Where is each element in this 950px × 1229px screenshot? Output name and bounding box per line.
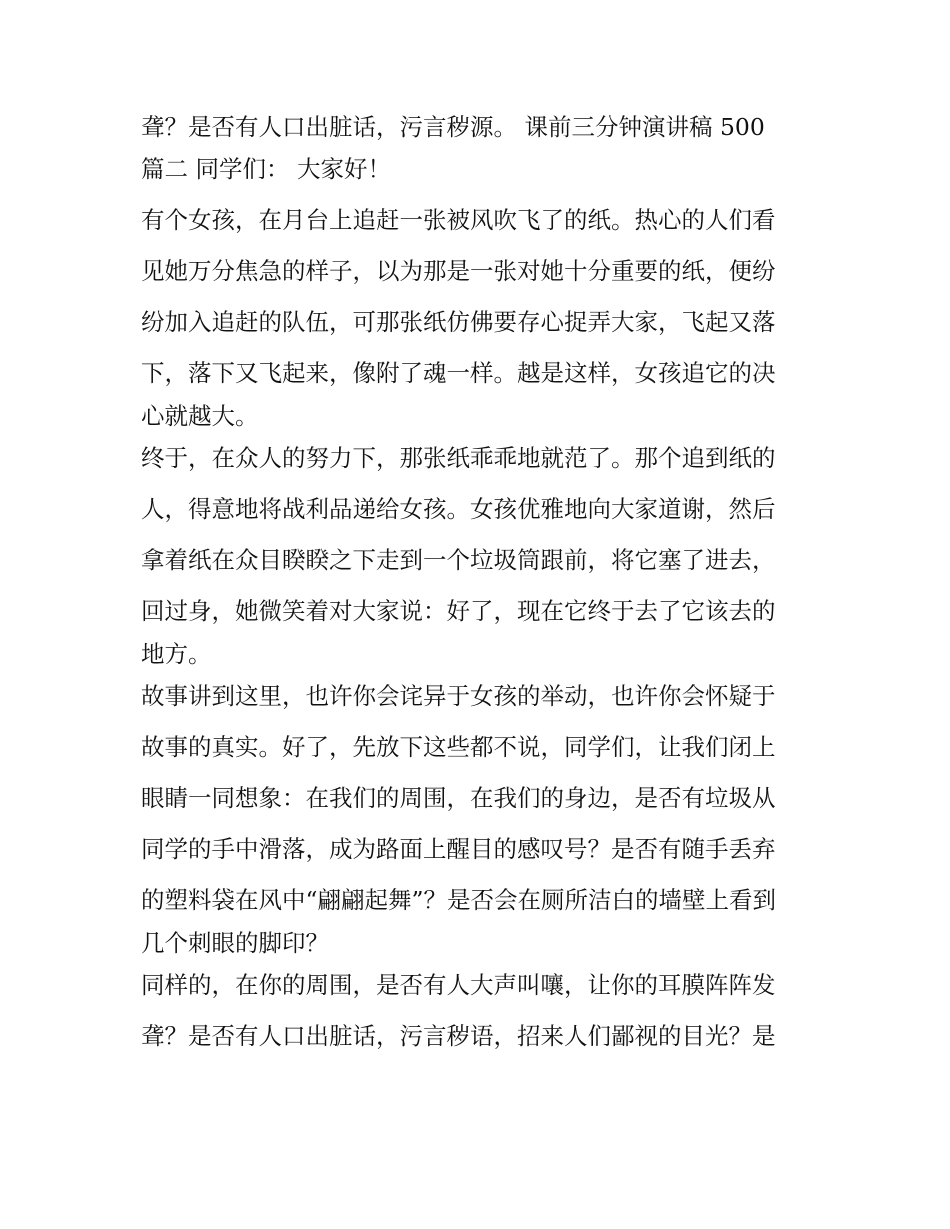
text-line: 故事讲到这里，也许你会诧异于女孩的举动，也许你会怀疑于 [141, 682, 776, 710]
text-line: 几个刺眼的脚印？ [141, 929, 329, 957]
text-line: 拿着纸在众目睽睽之下走到一个垃圾筒跟前，将它塞了进去， [141, 546, 776, 574]
text-line: 的塑料袋在风中“翩翩起舞”？是否会在厕所洁白的墙壁上看到 [141, 886, 777, 914]
text-line: 有个女孩，在月台上追赶一张被风吹飞了的纸。热心的人们看 [141, 206, 776, 234]
text-line: 纷加入追赶的队伍，可那张纸仿佛要存心捉弄大家，飞起又落 [141, 308, 776, 336]
text-line: 故事的真实。好了，先放下这些都不说，同学们，让我们闭上 [141, 733, 776, 761]
text-line: 聋？是否有人口出脏话，污言秽语，招来人们鄙视的目光？是 [141, 1022, 776, 1050]
text-line: 同样的，在你的周围，是否有人大声叫嚷，让你的耳膜阵阵发 [141, 971, 776, 999]
text-line: 下，落下又飞起来，像附了魂一样。越是这样，女孩追它的决 [141, 359, 776, 387]
text-line: 见她万分焦急的样子，以为那是一张对她十分重要的纸，便纷 [141, 257, 776, 285]
text-line: 地方。 [141, 640, 212, 668]
document-body [141, 110, 821, 1062]
text-line: 同学的手中滑落，成为路面上醒目的感叹号？是否有随手丢弃 [141, 835, 776, 863]
text-line: 篇二 同学们： 大家好！ [141, 155, 391, 183]
text-line: 眼睛一同想象：在我们的周围，在我们的身边，是否有垃圾从 [141, 784, 776, 812]
text-line: 终于，在众人的努力下，那张纸乖乖地就范了。那个追到纸的 [141, 444, 776, 472]
text-line: 聋？是否有人口出脏话，污言秽源。 课前三分钟演讲稿 500 [141, 113, 765, 141]
text-line: 回过身，她微笑着对大家说：好了，现在它终于去了它该去的 [141, 597, 776, 625]
text-line: 人，得意地将战利品递给女孩。女孩优雅地向大家道谢，然后 [141, 495, 776, 523]
text-line: 心就越大。 [141, 402, 259, 430]
